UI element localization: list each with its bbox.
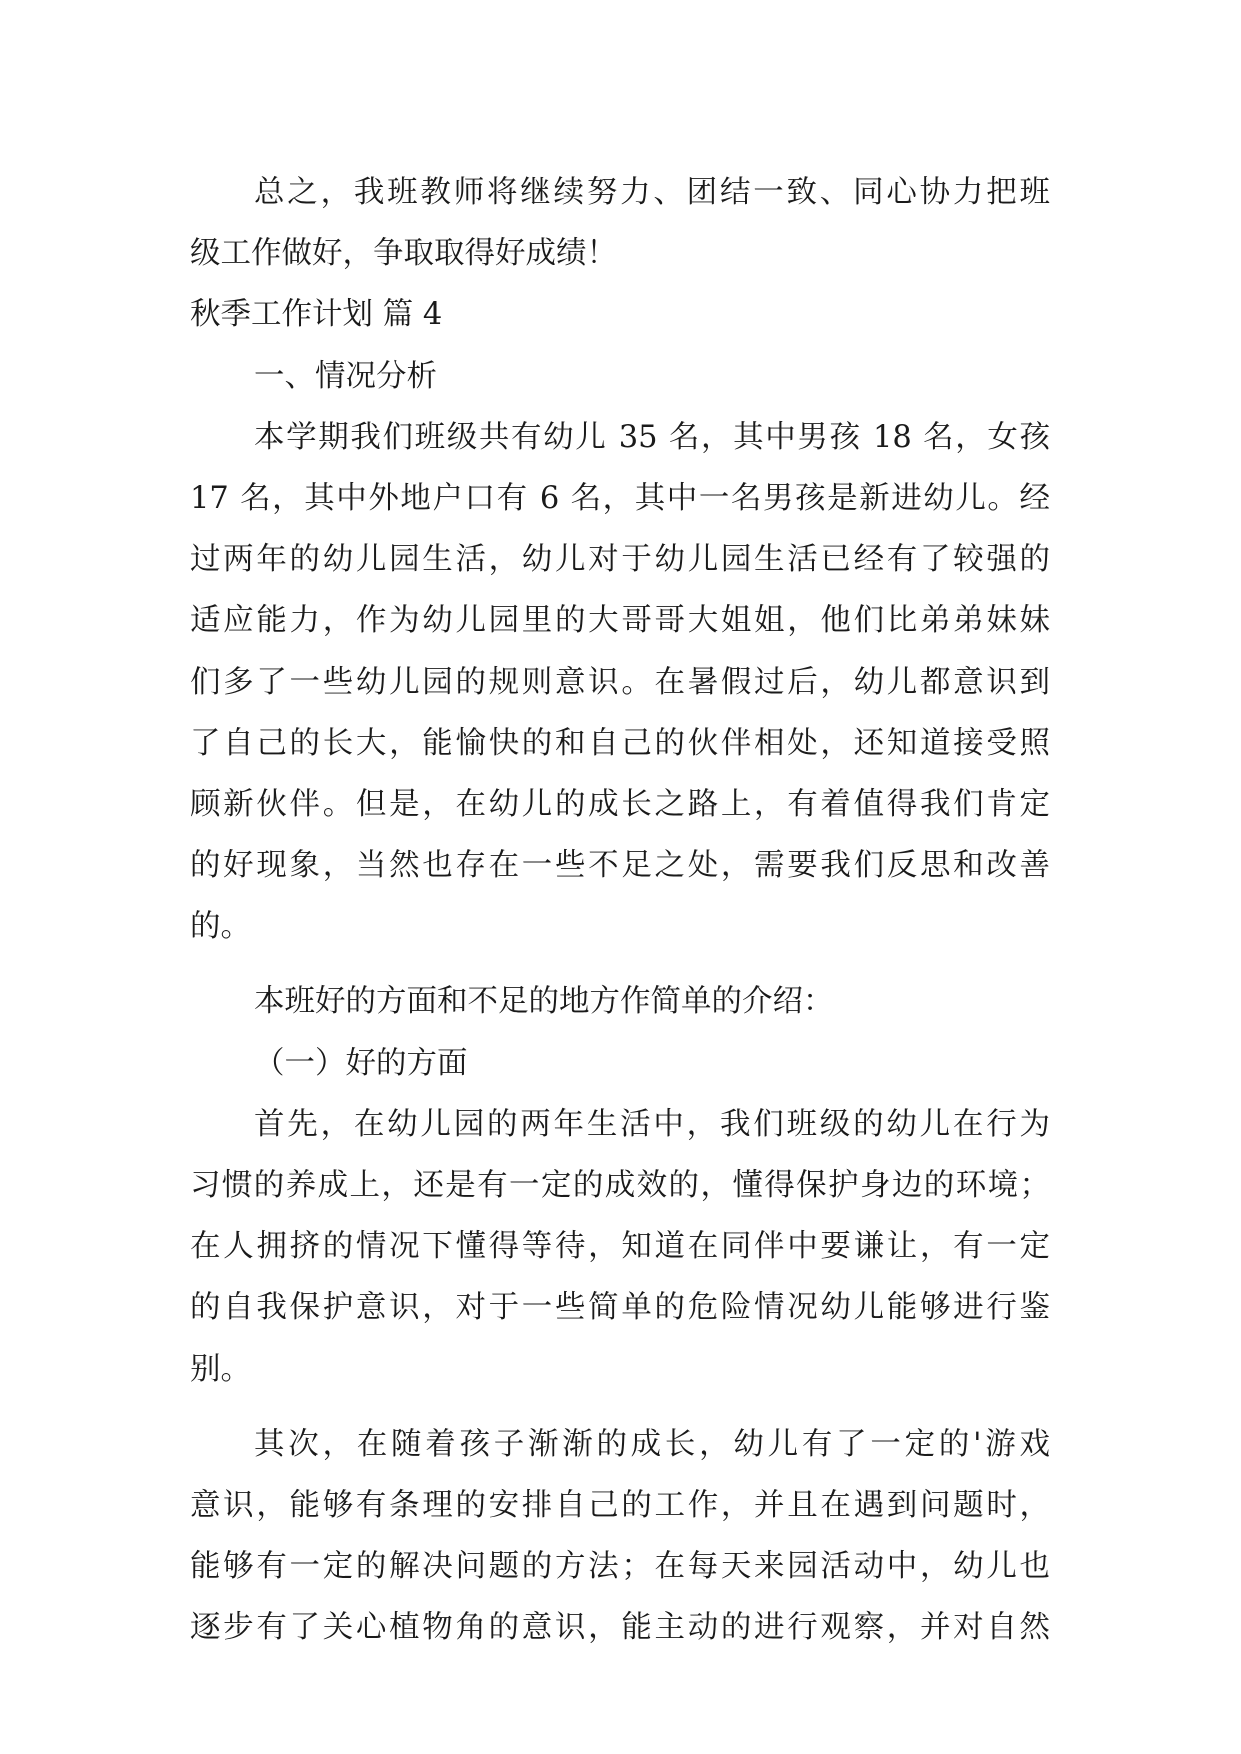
- paragraph-line: 顾新伙伴。但是，在幼儿的成长之路上，有着值得我们肯定: [190, 786, 1050, 822]
- paragraph-gap: [190, 957, 1050, 971]
- paragraph-line: 的。: [190, 909, 251, 945]
- paragraph-line: 适应能力，作为幼儿园里的大哥哥大姐姐，他们比弟弟妹妹: [190, 603, 1050, 639]
- paragraph-line: 习惯的养成上，还是有一定的成效的，懂得保护身边的环境；: [190, 1168, 1050, 1203]
- paragraph-line: 们多了一些幼儿园的规则意识。在暑假过后，幼儿都意识到: [190, 664, 1050, 700]
- paragraph-line: 能够有一定的解决问题的方法；在每天来园活动中，幼儿也: [190, 1549, 1050, 1585]
- document-body: [190, 162, 1050, 1659]
- paragraph-line: 17 名，其中外地户口有 6 名，其中一名男孩是新进幼儿。经: [190, 480, 1050, 516]
- paragraph-line: 过两年的幼儿园生活，幼儿对于幼儿园生活已经有了较强的: [190, 542, 1050, 578]
- paragraph-line: 级工作做好，争取取得好成绩！: [190, 236, 617, 272]
- paragraph-line: 本学期我们班级共有幼儿 35 名，其中男孩 18 名，女孩: [254, 419, 1050, 455]
- paragraph-gap: [190, 1400, 1050, 1414]
- subheading-good-aspects: （一）好的方面: [254, 1045, 468, 1081]
- paragraph-line: 总之，我班教师将继续努力、团结一致、同心协力把班: [254, 175, 1050, 210]
- paragraph-line: 的好现象，当然也存在一些不足之处，需要我们反思和改善: [190, 848, 1050, 884]
- paragraph-line: 的自我保护意识，对于一些简单的危险情况幼儿能够进行鉴: [190, 1290, 1050, 1326]
- section-title: 秋季工作计划 篇 4: [190, 297, 443, 333]
- paragraph-line: 其次，在随着孩子渐渐的成长，幼儿有了一定的'游戏: [254, 1426, 1050, 1462]
- paragraph-line: 首先，在幼儿园的两年生活中，我们班级的幼儿在行为: [254, 1106, 1050, 1142]
- paragraph-line: 了自己的长大，能愉快的和自己的伙伴相处，还知道接受照: [190, 725, 1050, 761]
- subheading-situation-analysis: 一、情况分析: [254, 358, 437, 394]
- paragraph-line: 逐步有了关心植物角的意识，能主动的进行观察，并对自然: [190, 1610, 1050, 1646]
- paragraph-line: 本班好的方面和不足的地方作简单的介绍：: [254, 984, 834, 1020]
- paragraph-line: 别。: [190, 1351, 251, 1387]
- paragraph-line: 在人拥挤的情况下懂得等待，知道在同伴中要谦让，有一定: [190, 1229, 1050, 1265]
- paragraph-line: 意识，能够有条理的安排自己的工作，并且在遇到问题时，: [190, 1487, 1050, 1523]
